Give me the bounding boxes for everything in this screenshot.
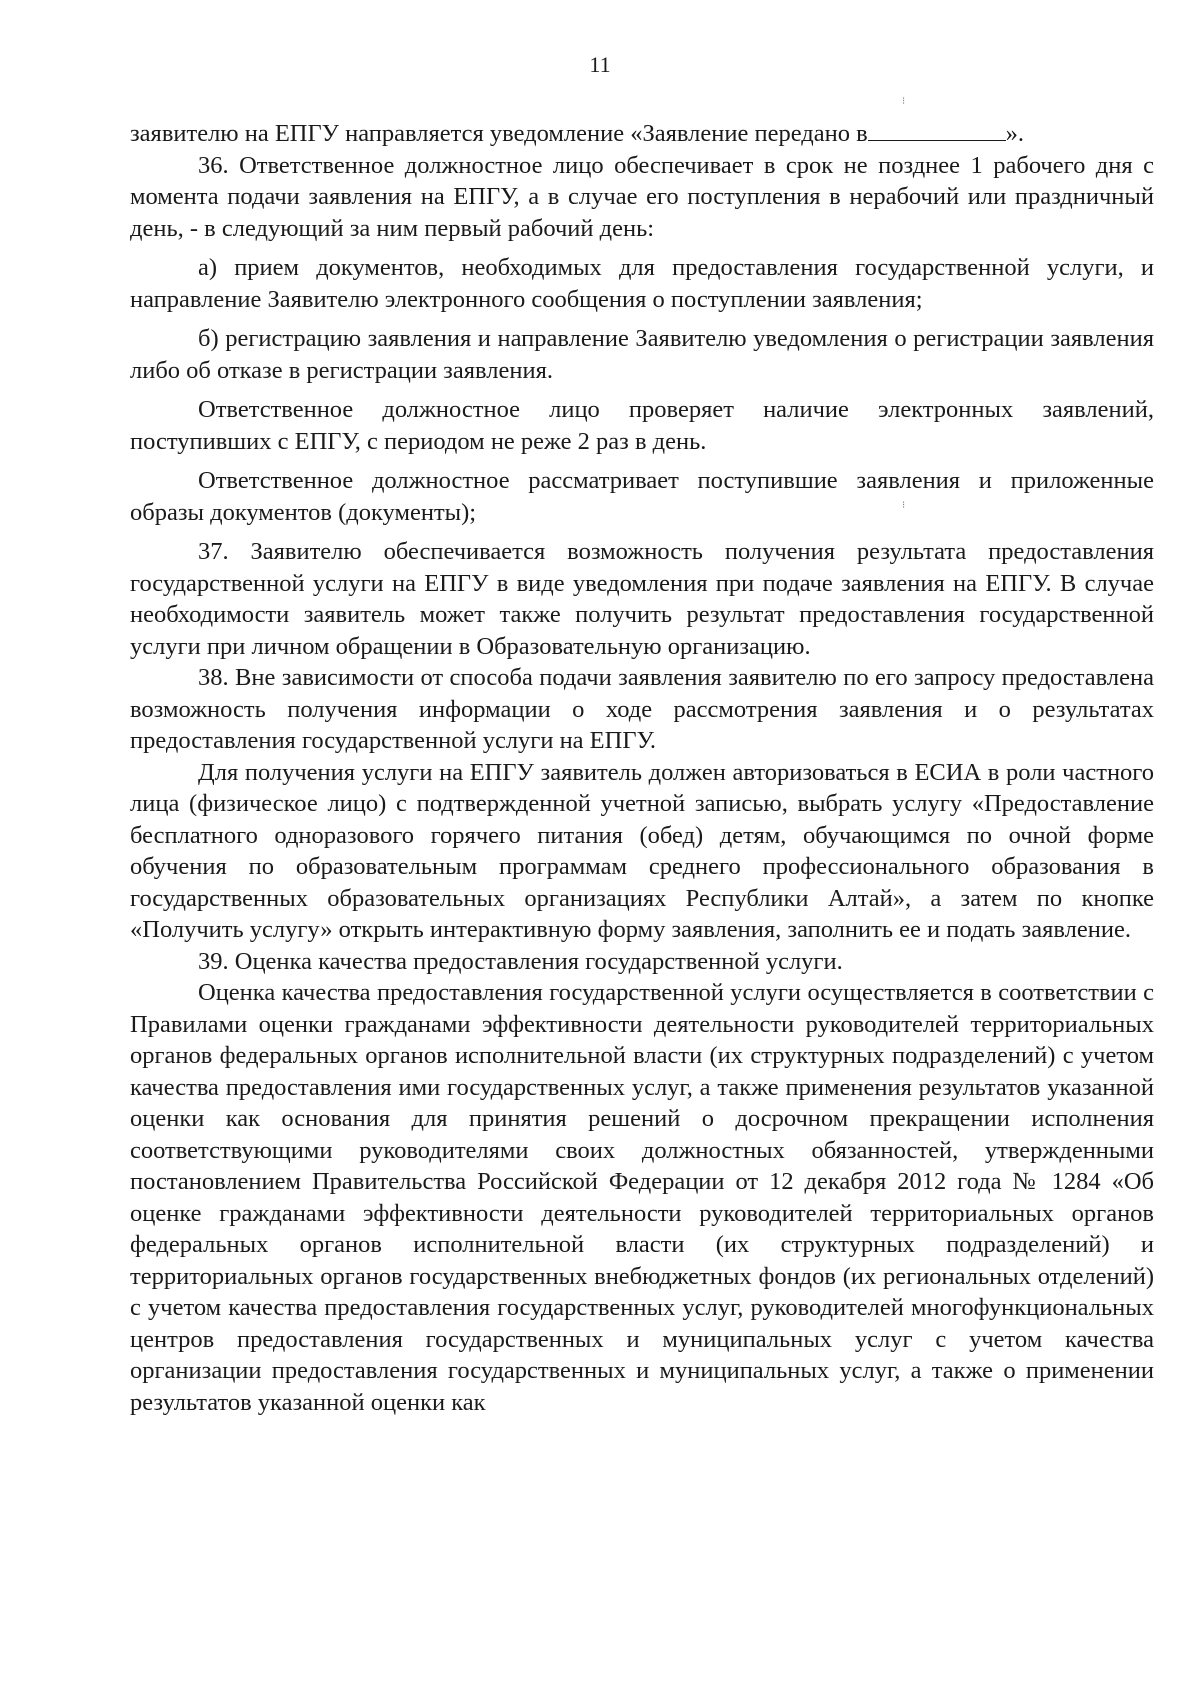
paragraph-epgu-access: Для получения услуги на ЕПГУ заявитель должен авторизоваться в ЕСИА в роли частного лица (физическое лицо) с подтвержденной учетной записью, выбрать услугу «Предоставление бесплатного одноразового горячего питания (обед) детям, обучающимся по очной форме обучения по образовательным программам среднего профессионального образования в государственных образовательных организациях Республики Алтай», а затем по кнопке «Получить услугу» открыть интерактивную форму заявления, заполнить ее и подать заявление. <box>130 758 1154 943</box>
paragraph-check: Ответственное должностное лицо проверяет наличие электронных заявлений, поступивших с ЕПГУ, с периодом не реже 2 раз в день. <box>130 396 1154 455</box>
paragraph-37: 37. Заявителю обеспечивается возможность получения результата предоставления государственной услуги на ЕПГУ в виде уведомления при подаче заявления на ЕПГУ. В случае необходимости заявитель может также получить результат предоставления государственной услуги при личном обращении в Образовательную организацию. <box>130 538 1154 660</box>
paragraph-review: Ответственное должностное рассматривает поступившие заявления и приложенные образы документов (документы); <box>130 467 1154 526</box>
blank-fill-line <box>868 120 1006 141</box>
scan-artifact: ⁝ <box>902 500 906 511</box>
document-body <box>130 118 1154 1418</box>
paragraph-quality-assessment: Оценка качества предоставления государственной услуги осуществляется в соответствии с Правилами оценки гражданами эффективности деятельности руководителей территориальных органов федеральных органов исполнительной власти (их структурных подразделений) с учетом качества предоставления ими государственных услуг, а также применения результатов указанной оценки как основания для принятия решений о досрочном прекращении исполнения соответствующими руководителями своих должностных обязанностей, утвержденными постановлением Правительства Российской Федерации от 12 декабря 2012 года № 1284 «Об оценке гражданами эффективности деятельности руководителей территориальных органов федеральных органов исполнительной власти (их структурных подразделений) и территориальных органов государственных внебюджетных фондов (их региональных отделений) с учетом качества предоставления государственных услуг, руководителей многофункциональных центров предоставления государственных и муниципальных услуг с учетом качества организации предоставления государственных и муниципальных услуг, а также о применении результатов указанной оценки как <box>130 979 1154 1416</box>
page-number: 11 <box>589 52 611 77</box>
notification-text: заявителю на ЕПГУ направляется уведомление «Заявление передано в <box>130 120 868 147</box>
paragraph-36-b: б) регистрацию заявления и направление Заявителю уведомления о регистрации заявления либо об отказе в регистрации заявления. <box>130 325 1154 384</box>
paragraph-38: 38. Вне зависимости от способа подачи заявления заявителю по его запросу предоставлена возможность получения информации о ходе рассмотрения заявления и о результатах предоставления государственной услуги на ЕПГУ. <box>130 664 1154 754</box>
paragraph-36: 36. Ответственное должностное лицо обеспечивает в срок не позднее 1 рабочего дня с момента подачи заявления на ЕПГУ, а в случае его поступления в нерабочий или праздничный день, - в следующий за ним первый рабочий день: <box>130 151 1154 242</box>
paragraph-notification <box>130 118 1154 150</box>
notification-close: ». <box>1005 120 1025 147</box>
paragraph-39: 39. Оценка качества предоставления государственной услуги. <box>198 947 843 975</box>
scan-artifact: ⁝ <box>902 96 906 107</box>
paragraph-36-a: а) прием документов, необходимых для предоставления государственной услуги, и направление Заявителю электронного сообщения о поступлении заявления; <box>130 254 1154 313</box>
